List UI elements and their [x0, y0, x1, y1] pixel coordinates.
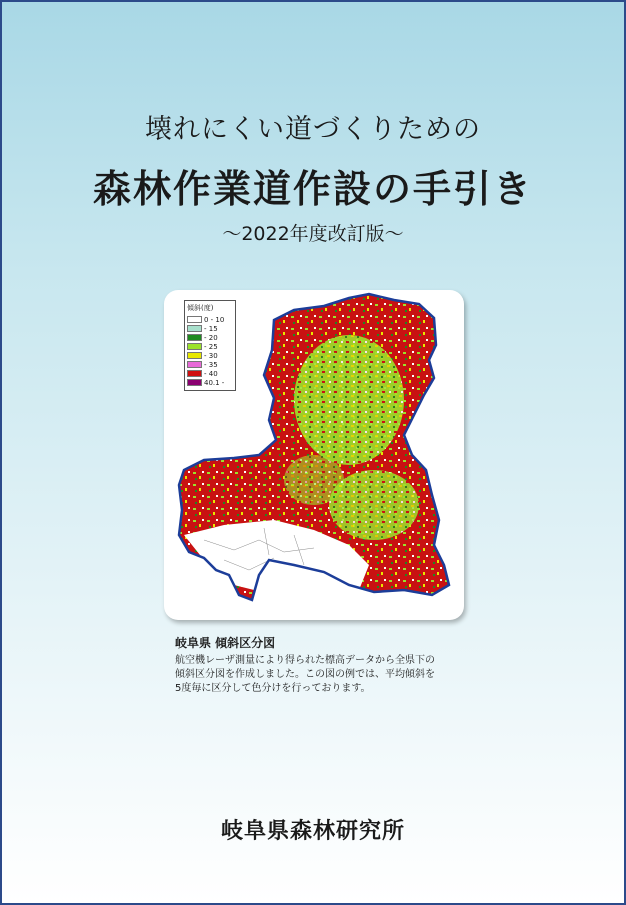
caption-line: 航空機レーザ測量により得られた標高データから全県下の [175, 655, 435, 666]
legend-swatch [187, 352, 202, 359]
legend-label: 40.1 - [204, 378, 225, 387]
legend-swatch [187, 316, 202, 323]
legend-swatch [187, 325, 202, 332]
legend-swatch [187, 370, 202, 377]
legend-title: 傾斜(度) [187, 304, 214, 312]
legend-label: - 15 [204, 324, 218, 333]
edition-label: ～2022年度改訂版～ [222, 223, 404, 245]
legend-item [187, 351, 233, 360]
publisher: 岐阜県森林研究所 [220, 819, 405, 844]
legend-swatch [187, 379, 202, 386]
legend-swatch [187, 361, 202, 368]
slope-map-card [164, 290, 464, 620]
legend-item [187, 378, 233, 387]
legend-item [187, 315, 233, 324]
slope-legend [184, 300, 236, 391]
map-caption-title: 岐阜県 傾斜区分図 [175, 636, 276, 650]
legend-swatch [187, 343, 202, 350]
subtitle: 壊れにくい道づくりための [145, 114, 481, 145]
caption-line: 傾斜区分図を作成しました。この図の例では、平均傾斜を [175, 669, 435, 680]
legend-swatch [187, 334, 202, 341]
legend-label: 0 - 10 [204, 315, 225, 324]
legend-label: - 25 [204, 342, 218, 351]
legend-item [187, 360, 233, 369]
legend-label: - 20 [204, 333, 218, 342]
legend-label: - 40 [204, 369, 218, 378]
legend-label: - 30 [204, 351, 218, 360]
legend-item [187, 369, 233, 378]
legend-label: - 35 [204, 360, 218, 369]
map-caption-body [175, 654, 475, 696]
title: 森林作業道作設の手引き [92, 167, 533, 211]
legend-item [187, 333, 233, 342]
legend-item [187, 324, 233, 333]
legend-item [187, 342, 233, 351]
caption-line: 5度毎に区分して色分けを行っております。 [175, 683, 371, 694]
